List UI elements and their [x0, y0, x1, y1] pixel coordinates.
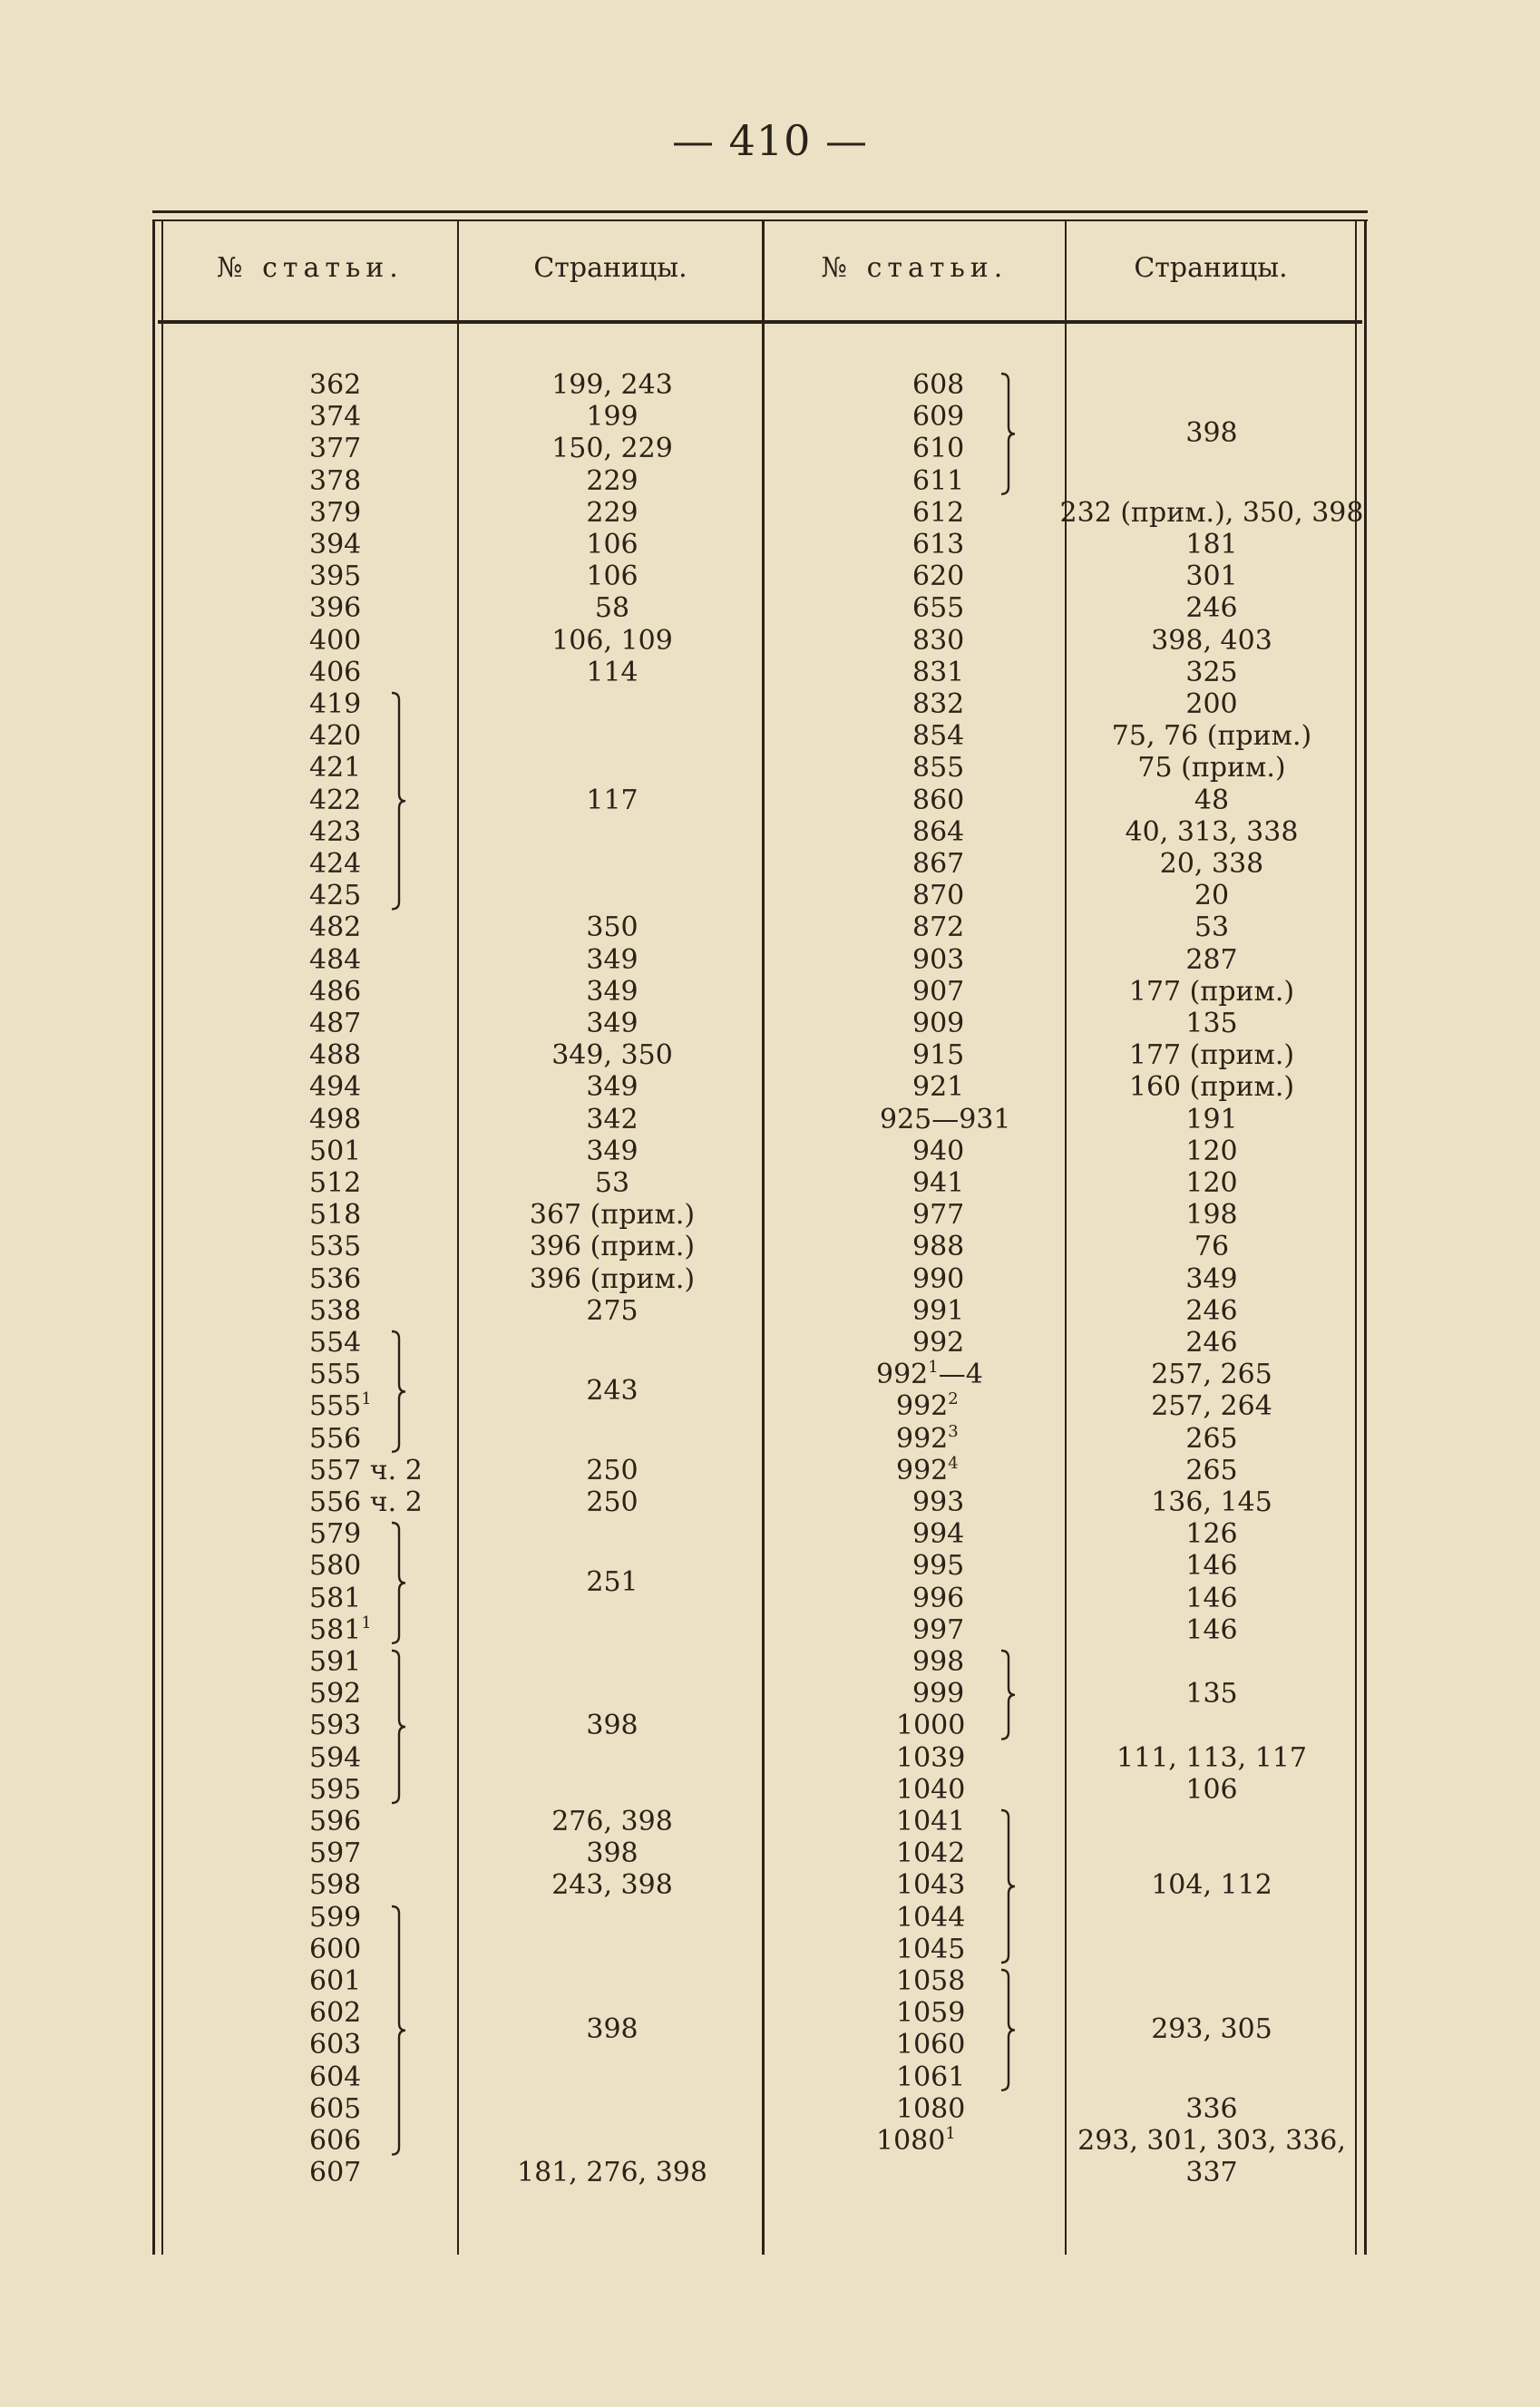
left-article-number: 581 — [309, 1582, 362, 1614]
header-rule — [158, 320, 1362, 324]
left-article-number: 400 — [309, 624, 362, 657]
column-divider-2 — [762, 219, 765, 2255]
right-pages-value: 146 — [1185, 1550, 1238, 1583]
left-article-number: 374 — [309, 401, 362, 434]
left-article-number: $555^1$ — [309, 1389, 372, 1423]
right-pages-value: 325 — [1185, 656, 1238, 688]
left-pages-value: 106 — [586, 560, 638, 593]
left-article-number: 425 — [309, 880, 362, 912]
grouping-brace — [999, 1808, 1018, 1964]
left-article-number: 599 — [309, 1901, 362, 1934]
right-pages-value: 126 — [1185, 1518, 1238, 1551]
right-pages-value: 120 — [1185, 1167, 1238, 1199]
grouping-brace — [999, 372, 1018, 496]
right-article-number: 1043 — [896, 1869, 966, 1902]
right-article-number: 992 — [912, 1327, 965, 1359]
left-pages-value: 150, 229 — [551, 433, 673, 465]
right-pages-value: 246 — [1185, 1327, 1238, 1359]
left-article-number: 597 — [309, 1837, 362, 1870]
right-pages-value: 120 — [1185, 1135, 1238, 1167]
left-article-number: 535 — [309, 1231, 362, 1263]
left-article-number: 494 — [309, 1071, 362, 1104]
left-pages-value: 53 — [594, 1167, 630, 1199]
right-article-number: 991 — [912, 1294, 965, 1327]
right-pages-value: 75, 76 (прим.) — [1111, 720, 1312, 753]
left-article-number: 395 — [309, 560, 362, 593]
left-article-number: 421 — [309, 752, 362, 784]
right-pages-value: 75 (прим.) — [1137, 752, 1286, 784]
right-pages-value: 177 (прим.) — [1128, 1039, 1295, 1072]
left-pages-value: 229 — [586, 496, 638, 529]
right-article-number: 655 — [912, 592, 965, 625]
grouping-brace — [390, 1905, 408, 2157]
right-pages-value: 293, 305 — [1151, 2012, 1272, 2045]
right-article-number: 872 — [912, 911, 965, 944]
right-pages-value: 265 — [1185, 1422, 1238, 1455]
right-pages-value: 398, 403 — [1151, 624, 1272, 657]
left-article-number: 518 — [309, 1199, 362, 1232]
left-article-number: 556 — [309, 1422, 362, 1455]
right-article-number: 940 — [912, 1135, 965, 1167]
right-pages-value: 257, 265 — [1151, 1359, 1272, 1391]
right-pages-value: 265 — [1185, 1454, 1238, 1486]
left-article-number: 396 — [309, 592, 362, 625]
left-pages-value: 250 — [586, 1486, 638, 1518]
right-article-number: 864 — [912, 815, 965, 848]
left-article-number: 606 — [309, 2125, 362, 2157]
left-article-number: 554 — [309, 1327, 362, 1359]
table-right-rule — [1364, 219, 1367, 2255]
right-article-number: 909 — [912, 1008, 965, 1039]
left-pages-value: 398 — [586, 1710, 638, 1742]
right-pages-value: 301 — [1185, 560, 1238, 593]
right-article-number: 830 — [912, 624, 965, 657]
grouping-brace — [999, 1968, 1018, 2092]
left-article-number: 362 — [309, 369, 362, 401]
left-article-number: 487 — [309, 1008, 362, 1039]
left-article-number: 591 — [309, 1646, 362, 1678]
left-pages-value: 250 — [586, 1454, 638, 1486]
left-pages-value: 398 — [586, 2012, 638, 2045]
left-pages-value: 199, 243 — [551, 369, 673, 401]
right-article-number: 608 — [912, 369, 965, 401]
header-pages-right: Страницы. — [1134, 252, 1288, 284]
left-pages-value: 251 — [586, 1566, 638, 1598]
left-pages-value: 229 — [586, 464, 638, 497]
left-pages-value: 199 — [586, 401, 638, 434]
right-pages-value: 146 — [1185, 1582, 1238, 1614]
left-article-number: 605 — [309, 2092, 362, 2125]
left-article-number: 488 — [309, 1039, 362, 1072]
left-pages-value: 367 (прим.) — [529, 1199, 696, 1232]
left-pages-value: 350 — [586, 911, 638, 944]
right-article-number: 611 — [912, 464, 965, 497]
left-article-number: 424 — [309, 848, 362, 880]
left-article-number: 482 — [309, 911, 362, 944]
right-article-number: 870 — [912, 880, 965, 912]
left-article-number: 607 — [309, 2157, 362, 2189]
header-article-number-right: № статьи. — [821, 252, 1009, 284]
left-article-number: 595 — [309, 1773, 362, 1806]
right-article-number: 903 — [912, 943, 965, 976]
left-article-number: 580 — [309, 1550, 362, 1583]
right-pages-value: 20, 338 — [1159, 848, 1264, 880]
left-pages-value: 106 — [586, 529, 638, 560]
left-article-number: 579 — [309, 1518, 362, 1551]
right-article-number: 997 — [912, 1613, 965, 1646]
right-article-number: 915 — [912, 1039, 965, 1072]
left-article-number: 594 — [309, 1741, 362, 1774]
right-article-number: 941 — [912, 1167, 965, 1199]
right-pages-value: 136, 145 — [1151, 1486, 1272, 1518]
left-article-number: 557 ч. 2 — [309, 1454, 423, 1486]
page-number: — 410 — — [671, 116, 869, 165]
grouping-brace — [390, 1330, 408, 1454]
left-article-number: 501 — [309, 1135, 362, 1167]
left-article-number: 604 — [309, 2061, 362, 2093]
right-pages-value: 398 — [1185, 416, 1238, 449]
left-article-number: 420 — [309, 720, 362, 753]
right-pages-value: 191 — [1185, 1103, 1238, 1135]
right-article-number: 1059 — [896, 1997, 966, 2030]
left-pages-value: 114 — [586, 656, 638, 688]
right-pages-value: 337 — [1185, 2157, 1238, 2189]
left-article-number: 498 — [309, 1103, 362, 1135]
index-table — [152, 210, 1368, 2255]
right-article-number: 860 — [912, 784, 965, 816]
right-pages-value: 246 — [1185, 1294, 1238, 1327]
right-article-number: 907 — [912, 975, 965, 1008]
right-pages-value: 76 — [1194, 1231, 1230, 1263]
left-pages-value: 349 — [586, 1071, 638, 1104]
right-article-number: 1045 — [896, 1933, 966, 1965]
grouping-brace — [390, 1649, 408, 1805]
right-article-number: 977 — [912, 1199, 965, 1232]
right-pages-value: 181 — [1185, 529, 1238, 560]
right-article-number: 988 — [912, 1231, 965, 1263]
right-article-number: 613 — [912, 529, 965, 560]
right-pages-value: 111, 113, 117 — [1116, 1741, 1307, 1774]
right-article-number: 612 — [912, 496, 965, 529]
left-article-number: 602 — [309, 1997, 362, 2030]
header-article-number-left: № статьи. — [217, 252, 404, 284]
left-pages-value: 243 — [586, 1374, 638, 1407]
header-pages-left: Страницы. — [533, 252, 687, 284]
right-pages-value: 198 — [1185, 1199, 1238, 1232]
right-pages-value: 48 — [1194, 784, 1230, 816]
left-article-number: 555 — [309, 1359, 362, 1391]
right-pages-value: 293, 301, 303, 336, — [1077, 2125, 1346, 2157]
right-pages-value: 177 (прим.) — [1128, 975, 1295, 1008]
right-article-number: 855 — [912, 752, 965, 784]
right-article-number: 996 — [912, 1582, 965, 1614]
right-article-number: 990 — [912, 1262, 965, 1295]
left-pages-value: 276, 398 — [551, 1806, 673, 1837]
right-pages-value: 20 — [1194, 880, 1230, 912]
right-pages-value: 232 (прим.), 350, 398 — [1059, 496, 1364, 529]
right-pages-value: 287 — [1185, 943, 1238, 976]
right-article-number: 1058 — [896, 1965, 966, 1997]
grouping-brace — [999, 1649, 1018, 1741]
right-article-number: 921 — [912, 1071, 965, 1104]
right-article-number: 1041 — [896, 1806, 966, 1837]
right-article-number: 867 — [912, 848, 965, 880]
table-top-rule-inner — [152, 219, 1368, 221]
right-pages-value: 106 — [1185, 1773, 1238, 1806]
right-article-number: 1080$^1$ — [876, 2124, 956, 2157]
left-pages-value: 349 — [586, 1135, 638, 1167]
right-article-number: 999 — [912, 1678, 965, 1710]
left-article-number: 406 — [309, 656, 362, 688]
right-article-number: 610 — [912, 433, 965, 465]
right-pages-value: 104, 112 — [1151, 1869, 1272, 1902]
left-article-number: $581^1$ — [309, 1613, 372, 1646]
left-article-number: 593 — [309, 1710, 362, 1742]
table-left-rule-inner — [161, 219, 163, 2255]
left-article-number: 556 ч. 2 — [309, 1486, 423, 1518]
right-article-number: 993 — [912, 1486, 965, 1518]
left-article-number: 423 — [309, 815, 362, 848]
left-pages-value: 396 (прим.) — [529, 1262, 696, 1295]
right-article-number: 1042 — [896, 1837, 966, 1870]
right-pages-value: 336 — [1185, 2092, 1238, 2125]
right-article-number: 1061 — [896, 2061, 966, 2093]
left-article-number: 422 — [309, 784, 362, 816]
left-article-number: 538 — [309, 1294, 362, 1327]
right-article-number: 609 — [912, 401, 965, 434]
left-pages-value: 181, 276, 398 — [517, 2157, 707, 2189]
right-article-number: 832 — [912, 688, 965, 720]
right-article-number: 1040 — [896, 1773, 966, 1806]
column-divider-1 — [457, 219, 459, 2255]
left-article-number: 377 — [309, 433, 362, 465]
right-article-number: $992^3$ — [896, 1421, 959, 1455]
right-article-number: 998 — [912, 1646, 965, 1678]
left-article-number: 379 — [309, 496, 362, 529]
right-article-number: 1039 — [896, 1741, 966, 1774]
right-pages-value: 200 — [1185, 688, 1238, 720]
table-top-rule — [152, 210, 1368, 213]
grouping-brace — [390, 691, 408, 911]
right-pages-value: 160 (прим.) — [1128, 1071, 1295, 1104]
right-pages-value: 257, 264 — [1151, 1390, 1272, 1423]
left-article-number: 601 — [309, 1965, 362, 1997]
left-pages-value: 349 — [586, 975, 638, 1008]
left-pages-value: 349, 350 — [551, 1039, 673, 1072]
right-article-number: 925—931 — [880, 1103, 1011, 1135]
grouping-brace — [390, 1521, 408, 1645]
right-pages-value: 40, 313, 338 — [1125, 815, 1299, 848]
right-pages-value: 349 — [1185, 1262, 1238, 1295]
left-pages-value: 243, 398 — [551, 1869, 673, 1902]
left-article-number: 512 — [309, 1167, 362, 1199]
left-article-number: 394 — [309, 529, 362, 560]
right-pages-value: 53 — [1194, 911, 1230, 944]
right-article-number: 854 — [912, 720, 965, 753]
left-pages-value: 349 — [586, 943, 638, 976]
right-article-number: $992^4$ — [896, 1453, 959, 1486]
left-article-number: 598 — [309, 1869, 362, 1902]
right-pages-value: 135 — [1185, 1008, 1238, 1039]
left-pages-value: 58 — [594, 592, 630, 625]
right-article-number: 1060 — [896, 2029, 966, 2061]
table-left-rule — [152, 219, 155, 2255]
left-article-number: 592 — [309, 1678, 362, 1710]
right-article-number: $992^2$ — [896, 1389, 959, 1423]
right-article-number: 1000 — [896, 1710, 966, 1742]
left-pages-value: 349 — [586, 1008, 638, 1039]
right-article-number: 1044 — [896, 1901, 966, 1934]
left-article-number: 378 — [309, 464, 362, 497]
left-article-number: 484 — [309, 943, 362, 976]
right-pages-value: 246 — [1185, 592, 1238, 625]
right-pages-value: 135 — [1185, 1678, 1238, 1710]
left-article-number: 419 — [309, 688, 362, 720]
right-article-number: $992^1—4$ — [876, 1358, 983, 1391]
left-pages-value: 396 (прим.) — [529, 1231, 696, 1263]
left-article-number: 603 — [309, 2029, 362, 2061]
left-pages-value: 342 — [586, 1103, 638, 1135]
right-article-number: 995 — [912, 1550, 965, 1583]
left-article-number: 600 — [309, 1933, 362, 1965]
left-pages-value: 398 — [586, 1837, 638, 1870]
left-pages-value: 275 — [586, 1294, 638, 1327]
right-article-number: 831 — [912, 656, 965, 688]
right-article-number: 620 — [912, 560, 965, 593]
left-pages-value: 106, 109 — [551, 624, 673, 657]
right-article-number: 1080 — [896, 2092, 966, 2125]
left-pages-value: 117 — [586, 784, 638, 816]
left-article-number: 596 — [309, 1806, 362, 1837]
right-article-number: 994 — [912, 1518, 965, 1551]
left-article-number: 486 — [309, 975, 362, 1008]
left-article-number: 536 — [309, 1262, 362, 1295]
right-pages-value: 146 — [1185, 1613, 1238, 1646]
